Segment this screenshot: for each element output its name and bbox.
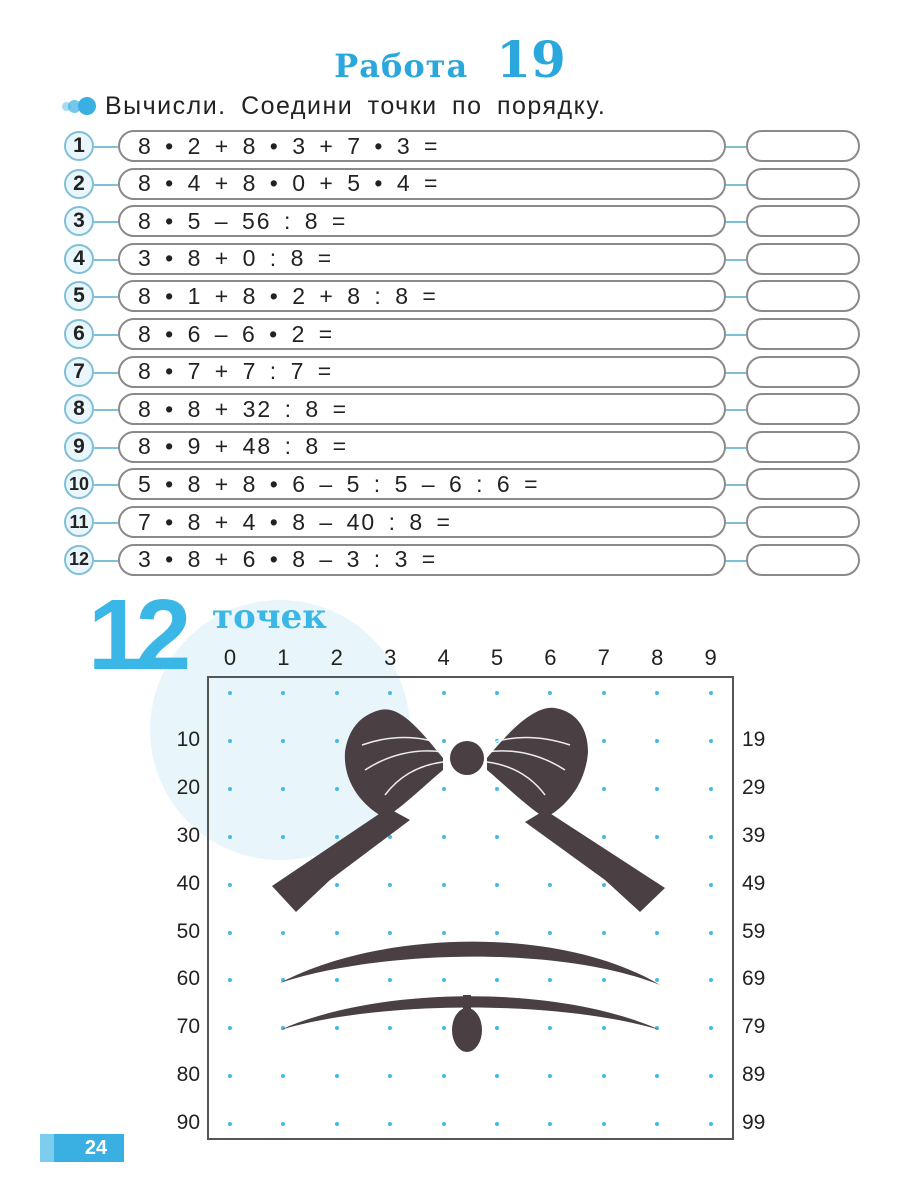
bow-left-tail	[272, 808, 410, 912]
expression-text: 7 • 8 + 4 • 8 – 40 : 8 =	[138, 508, 452, 535]
task-number: 12	[64, 545, 94, 575]
row-label-right: 49	[742, 871, 766, 895]
column-label: 4	[437, 645, 450, 670]
bow-knot	[450, 741, 484, 775]
column-label: 2	[330, 645, 343, 670]
bow-right-loop	[487, 708, 588, 818]
column-label: 8	[651, 645, 664, 670]
expression-text: 8 • 2 + 8 • 3 + 7 • 3 =	[138, 132, 440, 159]
task-number: 2	[64, 169, 94, 199]
row-label-right: 19	[742, 727, 766, 751]
column-label: 7	[597, 645, 610, 670]
column-label: 0	[223, 645, 237, 670]
row-label-left: 80	[176, 1063, 200, 1087]
column-label: 5	[490, 645, 504, 670]
title-word: Работа	[334, 47, 469, 85]
row-label-left: 20	[176, 775, 200, 799]
upper-arc	[280, 942, 660, 985]
expression-text: 8 • 8 + 32 : 8 =	[138, 395, 348, 422]
row-label-left: 10	[176, 727, 200, 751]
points-count: 12	[88, 579, 184, 691]
bow-right-tail	[525, 810, 665, 912]
row-label-left: 40	[176, 871, 200, 895]
row-label-left: 50	[176, 919, 200, 943]
page-number: 24	[84, 1136, 108, 1159]
expression-text: 8 • 5 – 56 : 8 =	[138, 207, 348, 234]
points-word: точек	[212, 597, 327, 637]
row-label-right: 79	[742, 1015, 766, 1039]
row-label-right: 89	[742, 1063, 766, 1087]
column-label: 3	[384, 645, 397, 670]
expression-text: 8 • 9 + 48 : 8 =	[138, 433, 348, 460]
row-label-right: 59	[742, 919, 766, 943]
task-number: 10	[64, 469, 94, 499]
row-label-right: 39	[742, 823, 766, 847]
column-label: 6	[544, 645, 557, 670]
task-number: 8	[64, 394, 94, 424]
task-number: 4	[64, 244, 94, 274]
task-number: 6	[64, 319, 94, 349]
row-label-left: 30	[176, 823, 200, 847]
task-number: 7	[64, 357, 94, 387]
instruction-text: Вычисли. Соедини точки по порядку.	[105, 91, 607, 120]
title-number: 19	[496, 30, 566, 89]
row-label-left: 90	[176, 1111, 200, 1135]
expression-text: 8 • 1 + 8 • 2 + 8 : 8 =	[138, 282, 438, 309]
expression-text: 8 • 4 + 8 • 0 + 5 • 4 =	[138, 170, 440, 197]
row-label-right: 69	[742, 967, 766, 991]
row-label-right: 99	[742, 1111, 766, 1135]
row-label-left: 60	[176, 967, 200, 991]
bow-left-loop	[345, 709, 443, 818]
column-label: 9	[704, 645, 717, 670]
expression-text: 3 • 8 + 6 • 8 – 3 : 3 =	[138, 546, 438, 573]
task-number: 3	[64, 206, 94, 236]
task-number: 1	[64, 131, 94, 161]
row-label-right: 29	[742, 775, 766, 799]
task-number: 11	[64, 507, 94, 537]
expression-text: 8 • 6 – 6 • 2 =	[138, 320, 335, 347]
task-number: 5	[64, 281, 94, 311]
expression-text: 3 • 8 + 0 : 8 =	[138, 245, 334, 272]
column-label: 1	[277, 645, 290, 670]
pendant	[452, 1008, 482, 1052]
task-number: 9	[64, 432, 94, 462]
expression-text: 5 • 8 + 8 • 6 – 5 : 5 – 6 : 6 =	[138, 470, 540, 497]
expression-text: 8 • 7 + 7 : 7 =	[138, 358, 334, 385]
row-label-left: 70	[176, 1015, 200, 1039]
